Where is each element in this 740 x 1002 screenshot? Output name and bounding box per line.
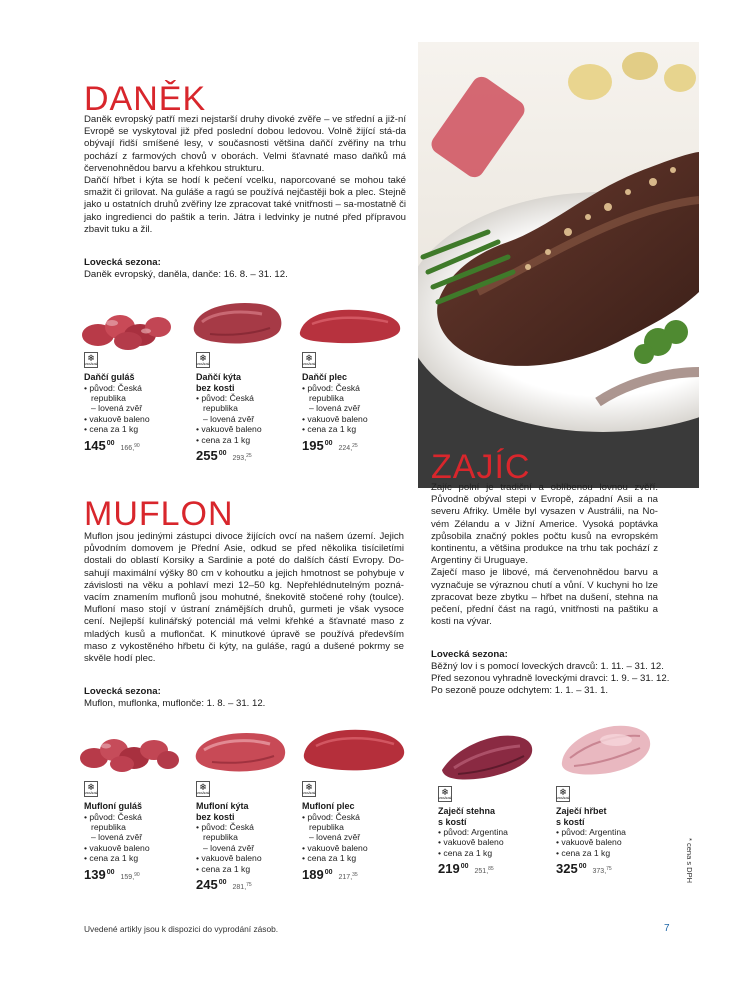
original-price: 217,35	[338, 871, 358, 881]
product-zajeci-hrbet	[556, 786, 666, 876]
danek-paragraph-1: Daněk evropský patří mezi nejstarší druhy divoké zvěře – ve střední a již-ní Evropě se vyskytoval již před poslední dobou ledovou. Volně žijící stá-da obývají řidší smíšené lesy, v současnosti většina daňčí zvěřiny na trhu pochází z farmových chovů v oborách. Velmi šťavnaté maso daňků má červenohnědou barvu a křehkou strukturu.	[84, 114, 406, 174]
product-danci-plec	[302, 352, 402, 453]
product-details: • původ: Česká republika – lovená zvěř • vakuově baleno • cena za 1 kg	[302, 382, 368, 435]
zajic-title: ZAJÍC	[431, 448, 531, 486]
product-mufloni-kyta	[196, 781, 296, 892]
product-details: • původ: Česká republika – lovená zvěř • vakuově baleno • cena za 1 kg	[84, 382, 150, 435]
muflon-kyta-image	[192, 728, 290, 776]
product-details: • původ: Česká republika – lovená zvěř • vakuově baleno • cena za 1 kg	[84, 811, 150, 864]
product-zajeci-stehna	[438, 786, 548, 876]
frozen-icon: ❄ MRAŽENÉ	[302, 782, 316, 795]
product-danci-kyta	[196, 352, 296, 463]
product-mufloni-gulas	[84, 781, 184, 882]
zajic-stehna-image	[438, 730, 538, 782]
frozen-icon: ❄ MRAŽENÉ	[84, 782, 98, 795]
muflon-description: Muflon jsou jedinými zástupci divoce žijících ovcí na našem území. Jejich původním domovem je Přední Asie, odkud se před několika tisíciletími dostali do oblastí Korsiky a Sardinie a poté do dalších částí Evropy. Do-sahují maximální výšky 80 cm v kohoutku a jejich hmotnost se pohybuje v závislosti na věku a pohlaví mezi 12–50 kg. Nepřehlédnutelným pozná-vacím znamením muflonů jsou mohutné, šnekovitě stočené rohy (toulce). Mufloní maso stojí v ústraní známějších druhů, gurmeti je však vysoce cení. Nejlepší kulinářský potenciál má velmi křehké a šťavnaté maso z mladých kusů a muflončat. K minutkové úpravě se používá především maso z vykostěného hřbetu či kýty, na guláše, ragú a dušené pokrmy se skvěle hodí plec.	[84, 531, 404, 665]
product-details: • původ: Česká republika – lovená zvěř • vakuově baleno • cena za 1 kg	[302, 811, 368, 864]
muflon-plec-image	[302, 724, 408, 774]
original-price: 224,25	[338, 442, 358, 452]
product-name: Zaječí hřbet s kostí	[556, 806, 607, 827]
zajic-season-line-3: Po sezoně pouze odchytem: 1. 1. – 31. 1.	[431, 685, 609, 697]
product-price: 189 00 217,35	[302, 866, 358, 882]
danek-season-label: Lovecká sezona:	[84, 257, 161, 268]
venison-dish-photo	[418, 42, 699, 488]
danek-gulas-image	[76, 305, 176, 353]
product-name: Daňčí kýta bez kosti	[196, 372, 242, 393]
frozen-icon: ❄ MRAŽENÉ	[302, 353, 316, 366]
product-price: 219 00 251,85	[438, 861, 494, 877]
product-price: 325 00 373,75	[556, 861, 612, 877]
danek-description	[84, 114, 406, 236]
product-name: Mufloní kýta bez kosti	[196, 801, 249, 822]
product-mufloni-plec	[302, 781, 402, 882]
frozen-icon: ❄ MRAŽENÉ	[556, 787, 570, 800]
zajic-hrbet-image	[556, 718, 656, 778]
frozen-icon: ❄ MRAŽENÉ	[196, 353, 210, 366]
original-price: 373,75	[592, 866, 612, 876]
danek-paragraph-2: Daňčí hřbet i kýta se hodí k pečení vcelku, naporcované se mohou také smažit či grilovat. Na guláše a ragú se používá nejčastěji bok a plec. Stejně jako u ostatních druhů zvěřiny lze zpracovat také vnitřnosti – sa-mostatně či jako ingredienci do paštik a terin. Játra i ledvinky je nutné před přípravou zbavit tuku a žil.	[84, 175, 406, 235]
muflon-season-label: Lovecká sezona:	[84, 686, 161, 697]
zajic-description	[431, 482, 658, 628]
original-price: 159,90	[120, 871, 140, 881]
muflon-gulas-image	[76, 730, 180, 776]
zajic-season-line-1: Běžný lov i s pomocí loveckých dravců: 1. 11. – 31. 12.	[431, 661, 664, 672]
product-price: 255 00 293,25	[196, 448, 252, 464]
product-price: 245 00 281,75	[196, 877, 252, 893]
product-name: Mufloní plec	[302, 801, 355, 811]
frozen-icon: ❄ MRAŽENÉ	[84, 353, 98, 366]
vat-note: * cena s DPH	[685, 838, 694, 884]
muflon-title: MUFLON	[84, 495, 234, 533]
product-price: 145 00 166,90	[84, 437, 140, 453]
product-details: • původ: Česká republika – lovená zvěř • vakuově baleno • cena za 1 kg	[196, 393, 262, 445]
product-price: 139 00 159,90	[84, 866, 140, 882]
product-details: • původ: Argentina • vakuově baleno • cena za 1 kg	[438, 827, 508, 858]
product-price: 195 00 224,25	[302, 437, 358, 453]
zajic-paragraph-2: Zaječí maso je libové, má červenohnědou barvu a vyznačuje se výraznou chutí a vůní. V kuchyni ho lze zpracovat beze zbytku – hřbet na dušení, stehna na pečení, přední část na ragú, vnitřnosti na paštiku a kosti na vývar.	[431, 567, 658, 628]
danek-season-text: Daněk evropský, daněla, danče: 16. 8. – 31. 12.	[84, 269, 288, 280]
availability-footer: Uvedené artikly jsou k dispozici do vyprodání zásob.	[84, 924, 279, 934]
muflon-season-text: Muflon, muflonka, muflonče: 1. 8. – 31. 12.	[84, 698, 266, 709]
product-name: Daňčí guláš	[84, 372, 135, 382]
frozen-icon: ❄ MRAŽENÉ	[196, 782, 210, 795]
product-details: • původ: Argentina • vakuově baleno • cena za 1 kg	[556, 827, 626, 858]
zajic-season-line-2: Před sezonou vyhradně loveckými dravci: 1. 9. – 31. 12.	[431, 673, 670, 685]
product-name: Zaječí stehna s kostí	[438, 806, 496, 827]
original-price: 166,90	[120, 442, 140, 452]
danek-kyta-image	[190, 298, 286, 348]
danek-title: DANĚK	[84, 80, 207, 118]
product-details: • původ: Česká republika – lovená zvěř • vakuově baleno • cena za 1 kg	[196, 822, 262, 874]
original-price: 281,75	[232, 882, 252, 892]
original-price: 293,25	[232, 453, 252, 463]
product-name: Daňčí plec	[302, 372, 348, 382]
zajic-season-label: Lovecká sezona:	[431, 649, 508, 660]
zajic-season-text	[431, 661, 671, 698]
frozen-icon: ❄ MRAŽENÉ	[438, 787, 452, 800]
original-price: 251,85	[474, 866, 494, 876]
product-danci-gulas	[84, 352, 184, 453]
product-name: Mufloní guláš	[84, 801, 142, 811]
danek-plec-image	[298, 302, 404, 346]
zajic-paragraph-1: Zajíc polní je tradiční a oblíbenou lovnou zvěří. Původně obýval stepi v Evropě, západní Asii a na severu Afriky. Uměle byl vysazen v Austrálii, na No-vém Zélandu a v Jižní Americe. Vysoká poptávka způsobila značný pokles počtu kusů na evropském kontinentu, a většina produkce na trhu tak pochází z Argentiny či Uruguaye.	[431, 482, 658, 567]
page-number: 7	[664, 923, 670, 934]
